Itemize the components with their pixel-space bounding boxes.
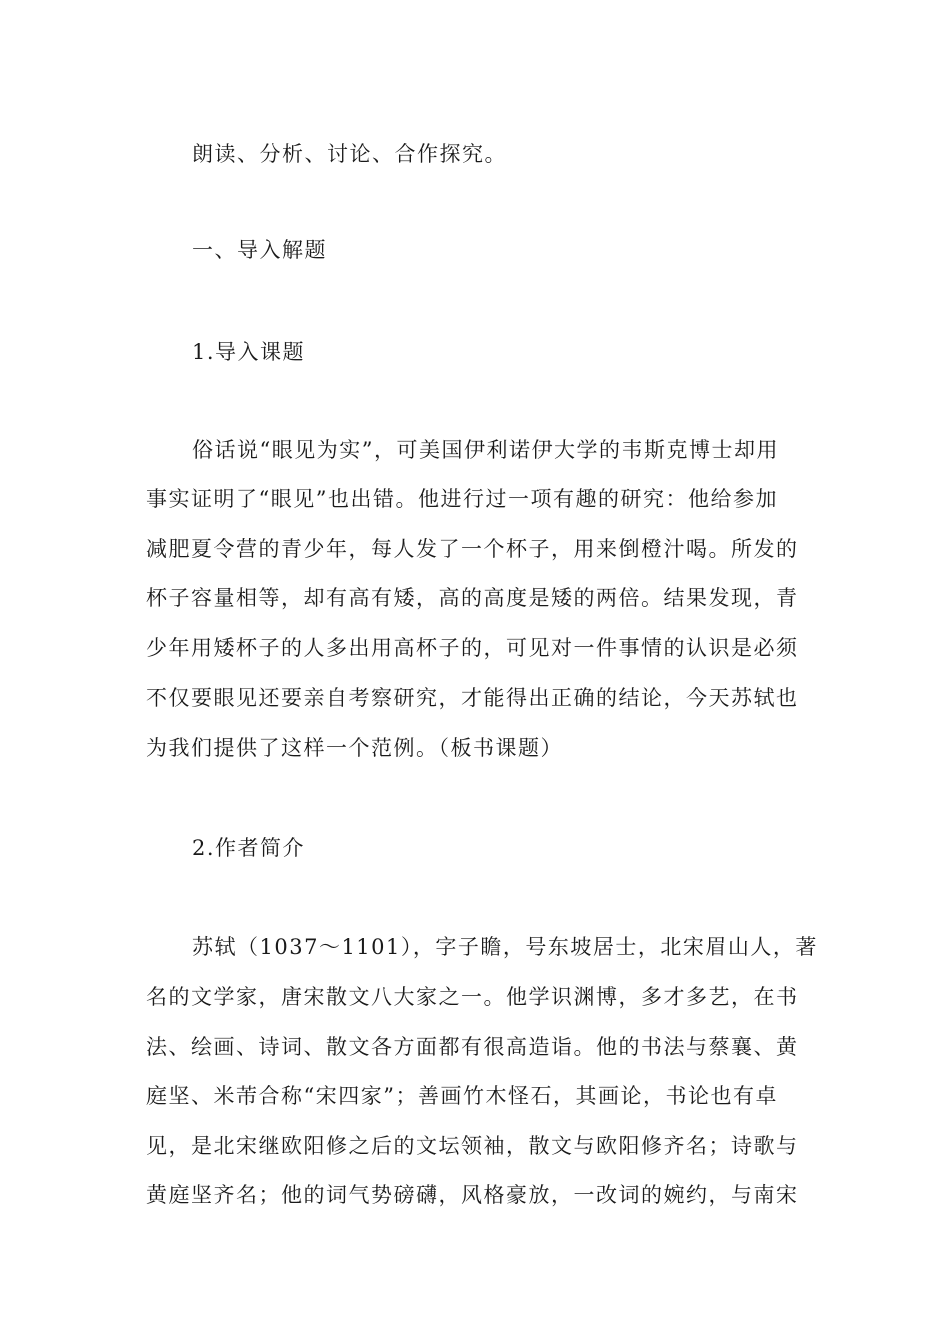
paragraph-line: 见，是北宋继欧阳修之后的文坛领袖，散文与欧阳修齐名；诗歌与 [146, 1134, 799, 1158]
paragraph-line: 减肥夏令营的青少年，每人发了一个杯子，用来倒橙汁喝。所发的 [146, 537, 799, 561]
paragraph-line: 法、绘画、诗词、散文各方面都有很高造诣。他的书法与蔡襄、黄 [146, 1035, 799, 1059]
subheading-lesson-intro: 1.导入课题 [192, 340, 306, 364]
paragraph-line: 苏轼（1037～1101），字子瞻，号东坡居士，北宋眉山人，著 [192, 935, 818, 959]
paragraph-line: 少年用矮杯子的人多出用高杯子的，可见对一件事情的认识是必须 [146, 636, 799, 660]
teaching-method-line: 朗读、分析、讨论、合作探究。 [192, 142, 507, 166]
paragraph-line: 俗话说“眼见为实”，可美国伊利诺伊大学的韦斯克博士却用 [192, 438, 779, 462]
paragraph-line: 为我们提供了这样一个范例。（板书课题） [146, 736, 563, 760]
paragraph-line: 不仅要眼见还要亲自考察研究，才能得出正确的结论，今天苏轼也 [146, 686, 799, 710]
paragraph-line: 庭坚、米芾合称“宋四家”；善画竹木怪石，其画论，书论也有卓 [146, 1084, 778, 1108]
subheading-author-intro: 2.作者简介 [192, 836, 306, 860]
paragraph-line: 名的文学家，唐宋散文八大家之一。他学识渊博，多才多艺，在书 [146, 985, 799, 1009]
paragraph-line: 事实证明了“眼见”也出错。他进行过一项有趣的研究：他给参加 [146, 487, 778, 511]
paragraph-line: 黄庭坚齐名；他的词气势磅礴，风格豪放，一改词的婉约，与南宋 [146, 1183, 799, 1207]
section-heading-introduction: 一、导入解题 [192, 238, 327, 262]
paragraph-line: 杯子容量相等，却有高有矮，高的高度是矮的两倍。结果发现，青 [146, 586, 799, 610]
